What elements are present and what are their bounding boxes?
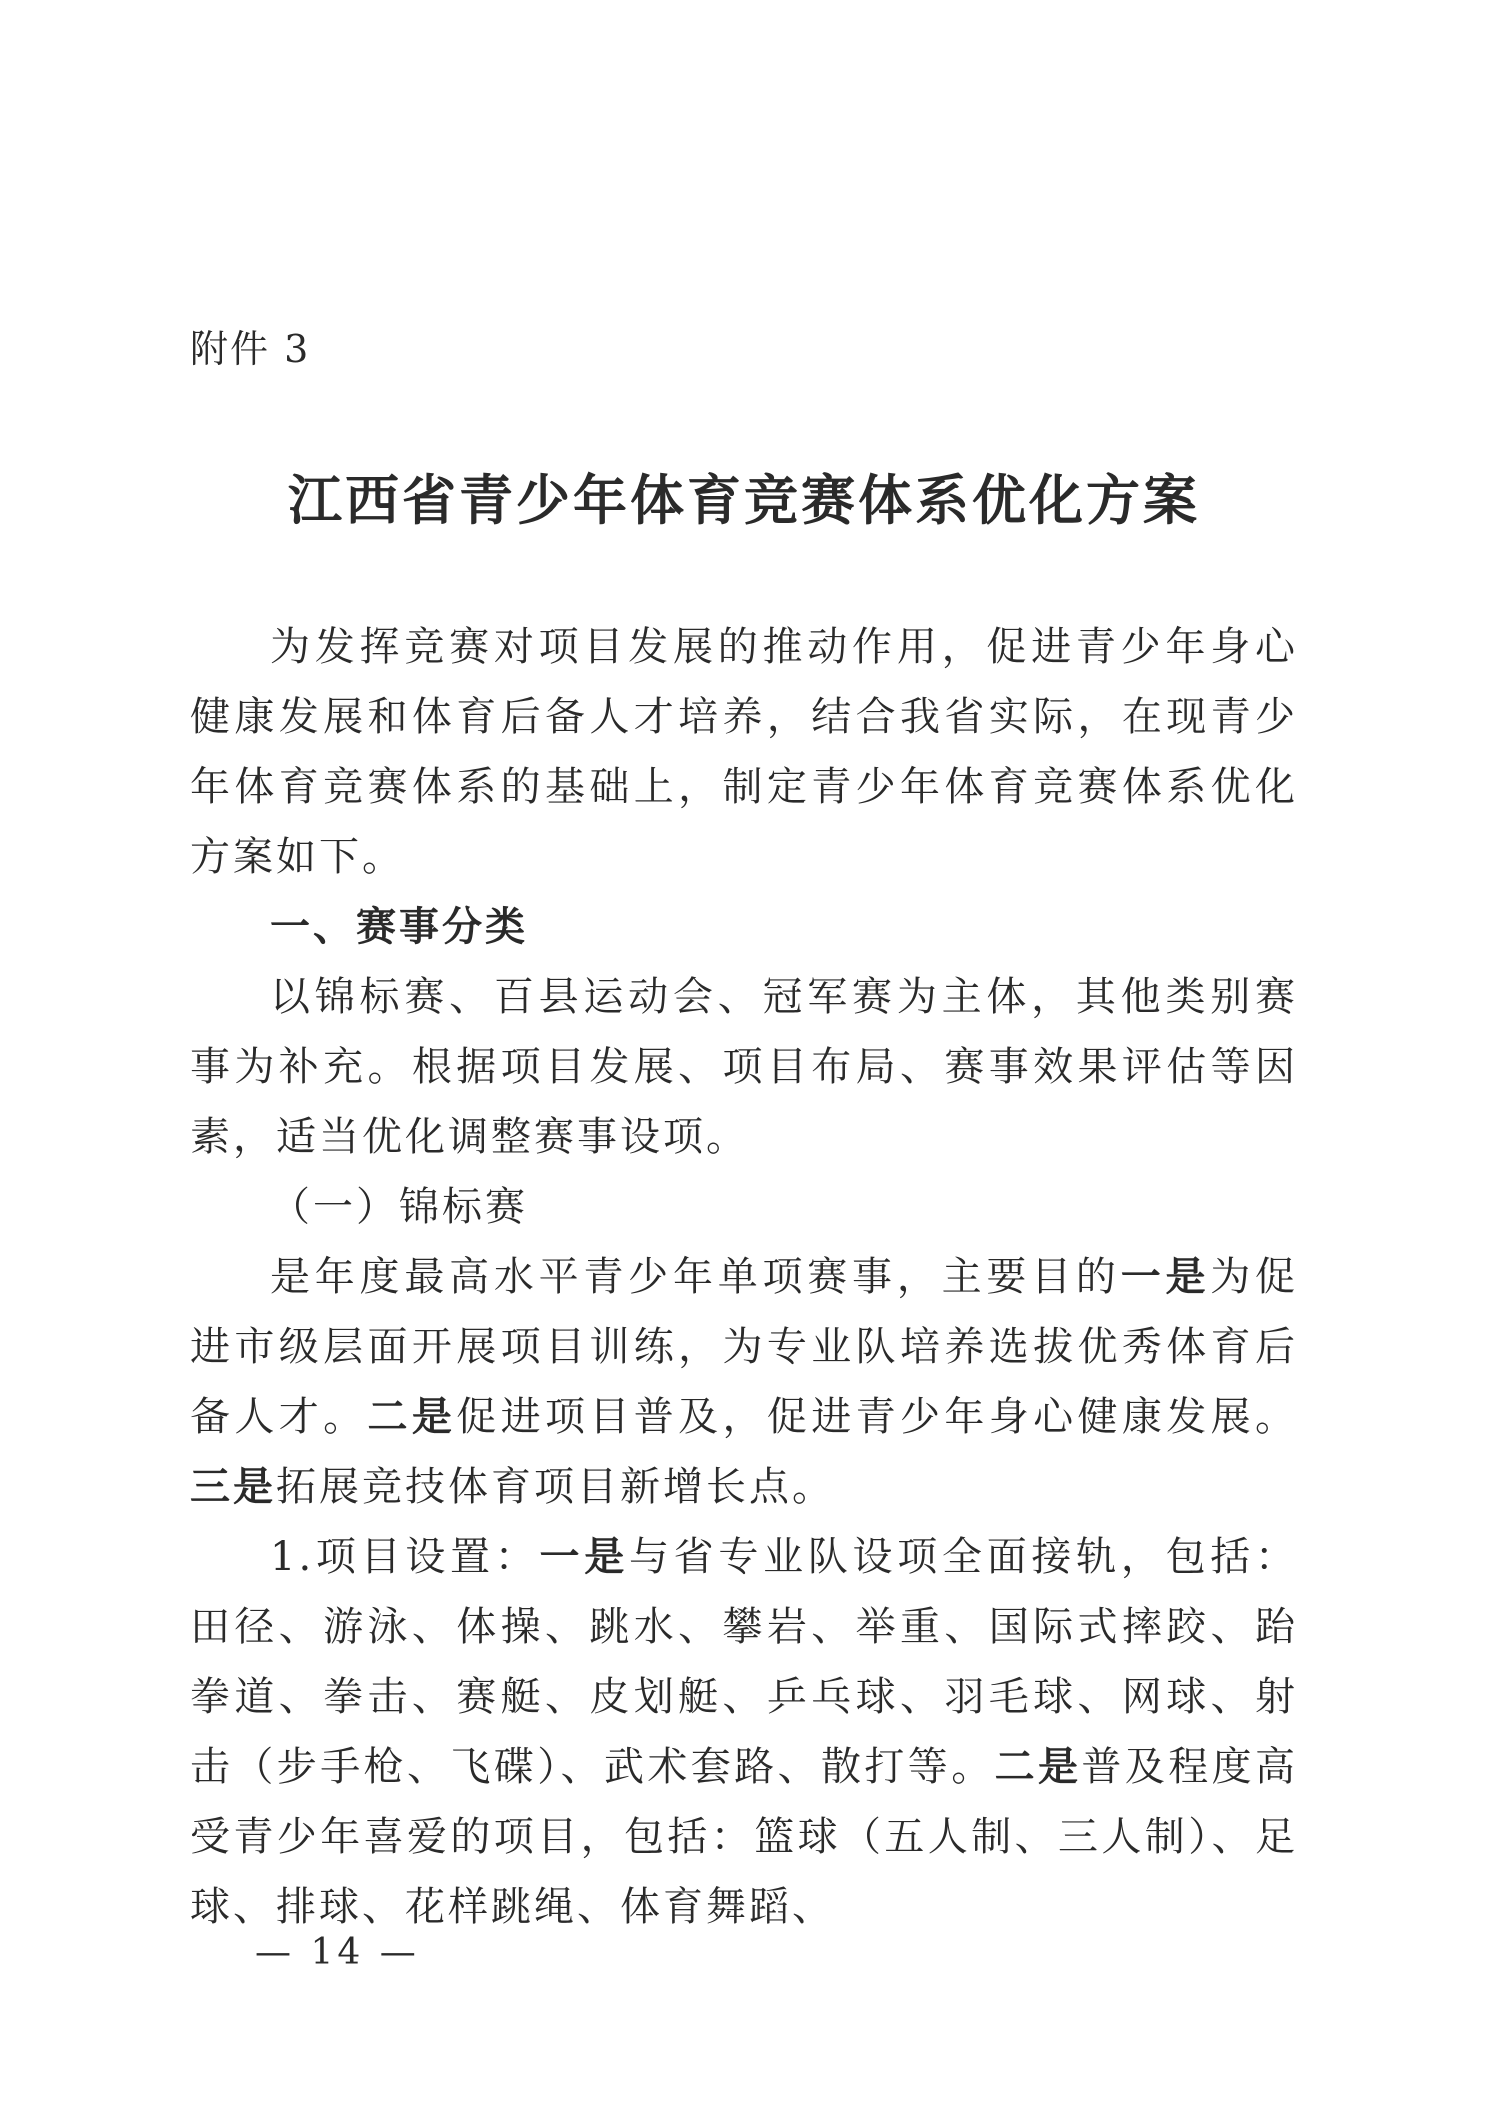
- emphasis-run: 二是: [994, 1743, 1082, 1790]
- emphasis-run: 一是: [1120, 1253, 1211, 1300]
- subsection-heading-1: （一）锦标赛: [270, 1184, 528, 1230]
- emphasis-run: 二是: [367, 1393, 457, 1440]
- text-run: 为促进市级层面开展项目训练，为专业队培养选拔优秀体育后备人才。: [190, 1254, 1299, 1440]
- attachment-label: 附件 3: [190, 327, 311, 371]
- text-run: 普及程度高受青少年喜爱的项目，包括：篮球（五人制、三人制）、足球、排球、花样跳绳、体育舞蹈、: [190, 1744, 1299, 1930]
- text-run: 1.项目设置：: [270, 1534, 540, 1580]
- page-number: — 14 —: [255, 1932, 420, 1973]
- document-title: 江西省青少年体育竞赛体系优化方案: [288, 468, 1200, 532]
- item-1-paragraph: [190, 1522, 1298, 1942]
- emphasis-run: 三是: [190, 1463, 276, 1510]
- section-heading-1: 一、赛事分类: [270, 903, 528, 950]
- section-1-paragraph: 以锦标赛、百县运动会、冠军赛为主体，其他类别赛事为补充。根据项目发展、项目布局、赛事效果评估等因素，适当优化调整赛事设项。: [190, 974, 1298, 1160]
- document-body: [190, 612, 1298, 1942]
- text-run: 促进项目普及，促进青少年身心健康发展。: [456, 1394, 1298, 1440]
- text-run: 拓展竞技体育项目新增长点。: [276, 1464, 835, 1510]
- subsection-1-paragraph: [190, 1242, 1298, 1522]
- intro-paragraph: 为发挥竞赛对项目发展的推动作用，促进青少年身心健康发展和体育后备人才培养，结合我省实际，在现青少年体育竞赛体系的基础上，制定青少年体育竞赛体系优化方案如下。: [190, 624, 1298, 880]
- text-run: 是年度最高水平青少年单项赛事，主要目的: [270, 1254, 1121, 1300]
- text-run: 与省专业队设项全面接轨，包括：田径、游泳、体操、跳水、攀岩、举重、国际式摔跤、跆拳道、拳击、赛艇、皮划艇、乒乓球、羽毛球、网球、射击（步手枪、飞碟）、武术套路、散打等。: [190, 1534, 1299, 1790]
- emphasis-run: 一是: [539, 1533, 629, 1580]
